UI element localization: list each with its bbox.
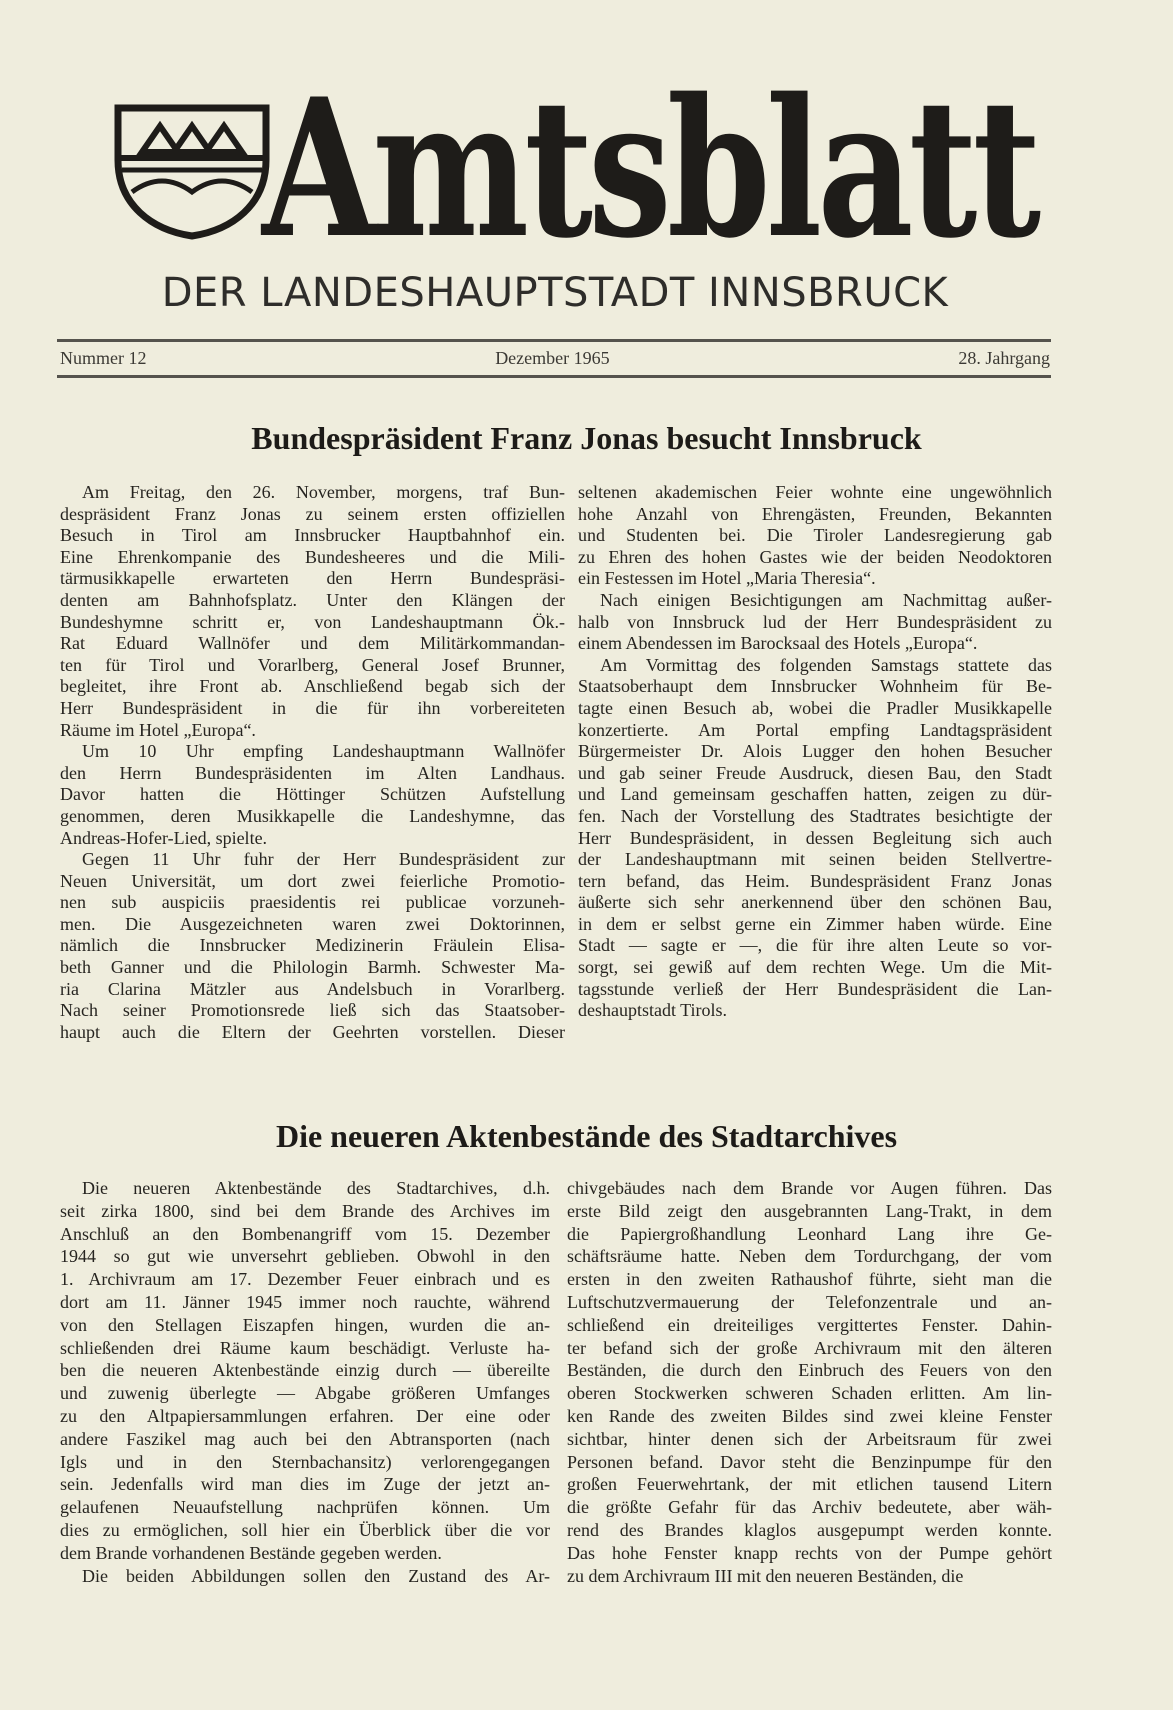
text-line: Personen befand. Davor steht die Benzinpumpe für den xyxy=(567,1451,1052,1472)
text-line: Davor hatten die Höttinger Schützen Aufstellung xyxy=(60,784,565,805)
text-line: Das hohe Fenster knapp rechts von der Pumpe gehört xyxy=(567,1542,1052,1563)
text-line: Um 10 Uhr empfing Landeshauptmann Wallnöfer xyxy=(82,741,565,762)
text-line: und Studenten bei. Die Tiroler Landesregierung gab xyxy=(578,525,1052,546)
text-line: Am Freitag, den 26. November, morgens, traf Bun- xyxy=(82,482,565,502)
text-line: schließend ein dreiteiliges vergittertes Fenster. Dahin- xyxy=(567,1314,1052,1335)
text-line: Bürgermeister Dr. Alois Lugger den hohen Besucher xyxy=(578,741,1052,762)
text-line: Am Vormittag des folgenden Samstags stattete das xyxy=(600,654,1052,675)
text-line: Anschluß an den Bombenangriff vom 15. Dezember xyxy=(60,1223,550,1244)
text-line: und Land gemeinsam geschaffen hatten, zeigen zu dür- xyxy=(578,784,1052,805)
text-line: zu dem Archivraum III mit den neueren Beständen, die xyxy=(567,1565,964,1586)
text-line: einem Abendessen im Barocksaal des Hotels „Europa“. xyxy=(578,633,978,654)
text-line: 1944 so gut wie unversehrt geblieben. Obwohl in den xyxy=(60,1246,550,1267)
text-line: dem Brande vorhandenen Bestände gegeben werden. xyxy=(60,1542,442,1563)
text-line: Stadt — sagte er —, die für ihre alten Leute so vor- xyxy=(578,935,1052,956)
text-line: Räume im Hotel „Europa“. xyxy=(60,719,256,740)
text-line: chivgebäudes nach dem Brande vor Augen führen. Das xyxy=(567,1178,1052,1198)
text-line: deshauptstadt Tirols. xyxy=(578,1000,728,1021)
article-column xyxy=(60,482,565,1043)
text-line: tern befand, das Heim. Bundespräsident Franz Jonas xyxy=(578,870,1052,891)
text-line: nämlich die Innsbrucker Medizinerin Fräulein Elisa- xyxy=(60,935,565,956)
text-line: Herr Bundespräsident in die für ihn vorbereiteten xyxy=(60,697,565,718)
text-line: schäftsräume hatte. Neben dem Tordurchgang, der vom xyxy=(567,1246,1052,1267)
text-line: seit zirka 1800, sind bei dem Brande des Archives im xyxy=(60,1200,550,1221)
text-line: die größte Gefahr für das Archiv bedeutete, aber wäh- xyxy=(567,1497,1052,1518)
text-line: ein Festessen im Hotel „Maria Theresia“. xyxy=(578,568,876,589)
text-line: ersten in den zweiten Rathaushof führte, sieht man die xyxy=(567,1269,1052,1290)
text-line: Herr Bundespräsident, in dessen Begleitung sich auch xyxy=(578,827,1052,848)
text-line: gelaufenen Neuaufstellung nachprüfen können. Um xyxy=(60,1497,550,1518)
text-line: Eine Ehrenkompanie des Bundesheeres und die Mili- xyxy=(60,546,565,567)
text-line: erste Bild zeigt den ausgebrannten Lang-Trakt, in dem xyxy=(567,1200,1052,1221)
text-line: oberen Stockwerken schweren Schaden erlitten. Am lin- xyxy=(567,1383,1052,1404)
header-rule-top xyxy=(57,339,1051,342)
text-line: genommen, deren Musikkapelle die Landeshymne, das xyxy=(60,805,565,826)
masthead-title: Amtsblatt xyxy=(262,57,1037,280)
text-line: Staatsoberhaupt dem Innsbrucker Wohnheim für Be- xyxy=(578,676,1052,697)
text-line: hohe Anzahl von Ehrengästen, Freunden, Bekannten xyxy=(578,503,1052,524)
text-line: denten am Bahnhofsplatz. Unter den Klängen der xyxy=(60,589,565,610)
text-line: ter befand sich der große Archivraum mit den älteren xyxy=(567,1337,1052,1358)
text-line: Neuen Universität, um dort zwei feierliche Promotio- xyxy=(60,870,565,891)
text-line: von den Stellagen Eiszapfen hingen, wurden die an- xyxy=(60,1314,550,1335)
article-title: Die neueren Aktenbestände des Stadtarchives xyxy=(275,1118,898,1154)
text-line: Igls und in den Sternbachansitz) verlorengegangen xyxy=(60,1451,550,1472)
text-line: großen Feuerwehrtank, der mit etlichen tausend Litern xyxy=(567,1474,1052,1495)
text-line: fen. Nach der Vorstellung des Stadtrates besichtigte der xyxy=(578,805,1052,826)
article-column xyxy=(578,482,1052,1022)
text-line: dies zu ermöglichen, soll hier ein Überblick über die vor xyxy=(60,1519,550,1540)
text-line: nen sub auspiciis praesidentis rei publicae vorzuneh- xyxy=(60,892,565,913)
text-line: Bundeshymne schritt er, von Landeshauptmann Ök.- xyxy=(60,611,565,632)
text-line: ria Clarina Mätzler aus Andelsbuch in Vorarlberg. xyxy=(60,978,565,999)
text-line: die Papiergroßhandlung Leonhard Lang ihre Ge- xyxy=(567,1223,1052,1244)
text-line: 1. Archivraum am 17. Dezember Feuer einbrach und es xyxy=(60,1269,550,1290)
text-line: äußerte sich sehr anerkennend über den schönen Bau, xyxy=(578,892,1052,913)
text-line: Beständen, die durch den Einbruch des Feuers von den xyxy=(567,1360,1052,1381)
text-line: zu Ehren des hohen Gastes wie der beiden Neodoktoren xyxy=(578,546,1052,567)
text-line: zu den Altpapiersammlungen erfahren. Der eine oder xyxy=(60,1405,550,1426)
text-line: tagte einen Besuch ab, wobei die Pradler Musikkapelle xyxy=(578,697,1052,718)
text-line: ten für Tirol und Vorarlberg, General Josef Brunner, xyxy=(60,654,565,675)
text-line: Andreas-Hofer-Lied, spielte. xyxy=(60,827,268,848)
text-line: tagsstunde verließ der Herr Bundespräsident die Lan- xyxy=(578,978,1052,999)
text-line: despräsident Franz Jonas zu seinem ersten offiziellen xyxy=(60,503,565,524)
coat-of-arms-icon xyxy=(112,100,272,240)
text-line: sein. Jedenfalls wird man dies im Zuge der jetzt an- xyxy=(60,1474,550,1495)
text-line: Nach seiner Promotionsrede ließ sich das Staatsober- xyxy=(60,1000,565,1021)
text-line: seltenen akademischen Feier wohnte eine ungewöhnlich xyxy=(578,482,1052,502)
text-line: men. Die Ausgezeichneten waren zwei Doktorinnen, xyxy=(60,913,565,934)
text-line: ben die neueren Aktenbestände einzig durch — übereilte xyxy=(60,1360,550,1381)
text-line: und zuwenig überlegte — Abgabe größeren Umfanges xyxy=(60,1383,550,1404)
article-column xyxy=(60,1177,550,1587)
masthead-subtitle: DER LANDESHAUPTSTADT INNSBRUCK xyxy=(161,270,949,316)
text-line: und gab seiner Freude Ausdruck, diesen Bau, den Stadt xyxy=(578,762,1052,783)
text-line: den Herrn Bundespräsidenten im Alten Landhaus. xyxy=(60,762,565,783)
text-line: Besuch in Tirol am Innsbrucker Hauptbahnhof ein. xyxy=(60,525,565,546)
text-line: beth Ganner und die Philologin Barmh. Schwester Ma- xyxy=(60,957,565,978)
text-line: konzertierte. Am Portal empfing Landtagspräsident xyxy=(578,719,1052,740)
text-line: Die beiden Abbildungen sollen den Zustand des Ar- xyxy=(82,1565,550,1586)
text-line: begleitet, ihre Front ab. Anschließend begab sich der xyxy=(60,676,565,697)
issue-volume: 28. Jahrgang xyxy=(958,348,1050,368)
text-line: Nach einigen Besichtigungen am Nachmittag außer- xyxy=(600,589,1052,610)
text-line: sichtbar, hinter denen sich der Arbeitsraum für zwei xyxy=(567,1428,1052,1449)
article-column xyxy=(567,1177,1052,1587)
text-line: schließenden drei Räume kaum beschädigt. Verluste ha- xyxy=(60,1337,550,1358)
text-line: dort am 11. Jänner 1945 immer noch rauchte, während xyxy=(60,1291,550,1312)
text-line: Die neueren Aktenbestände des Stadtarchives, d.h. xyxy=(82,1178,550,1198)
text-line: in dem er selbst gerne ein Zimmer haben würde. Eine xyxy=(578,913,1052,934)
text-line: der Landeshauptmann mit seinen beiden Stellvertre- xyxy=(578,849,1052,870)
text-line: haupt auch die Eltern der Geehrten vorstellen. Dieser xyxy=(60,1021,565,1042)
text-line: tärmusikkapelle erwarteten den Herrn Bundespräsi- xyxy=(60,568,565,589)
issue-number: Nummer 12 xyxy=(60,348,147,368)
text-line: Rat Eduard Wallnöfer und dem Militärkommandan- xyxy=(60,633,565,654)
text-line: Luftschutzvermauerung der Telefonzentrale und an- xyxy=(567,1291,1052,1312)
text-line: Gegen 11 Uhr fuhr der Herr Bundespräsident zur xyxy=(82,849,565,870)
text-line: andere Faszikel mag auch bei den Abtransporten (nach xyxy=(60,1428,550,1449)
article-title: Bundespräsident Franz Jonas besucht Innsbruck xyxy=(251,420,922,456)
text-line: sorgt, sei gewiß auf dem rechten Wege. Um die Mit- xyxy=(578,957,1052,978)
issue-date: Dezember 1965 xyxy=(495,348,610,368)
header-rule-bottom xyxy=(57,375,1051,378)
issue-bar xyxy=(60,346,1050,370)
text-line: rend des Brandes klaglos ausgepumpt werden konnte. xyxy=(567,1519,1052,1540)
text-line: halb von Innsbruck lud der Herr Bundespräsident zu xyxy=(578,611,1052,632)
text-line: ken Rande des zweiten Bildes sind zwei kleine Fenster xyxy=(567,1405,1052,1426)
